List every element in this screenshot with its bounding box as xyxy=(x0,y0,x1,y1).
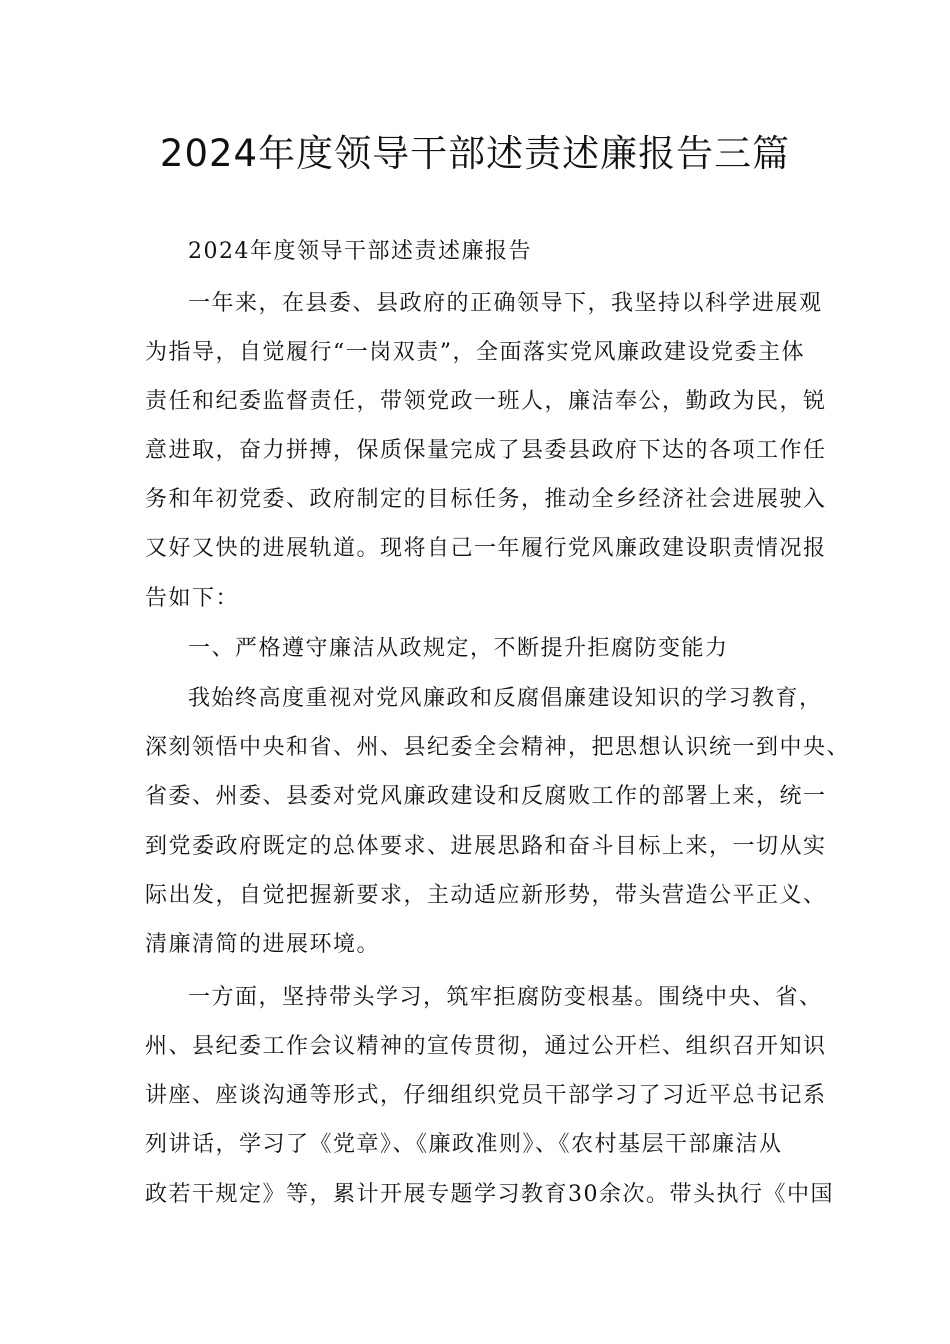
paragraph-line: 省委、州委、县委对党风廉政建设和反腐败工作的部署上来，统一 xyxy=(145,784,827,809)
subtitle-line: 2024年度领导干部述责述廉报告 xyxy=(188,239,532,264)
document-title: 2024年度领导干部述责述廉报告三篇 xyxy=(159,132,791,175)
paragraph-line: 又好又快的进展轨道。现将自己一年履行党风廉政建设职责情况报 xyxy=(145,536,827,561)
paragraph-line: 意进取，奋力拼搏，保质保量完成了县委县政府下达的各项工作任 xyxy=(145,438,827,463)
paragraph-line: 责任和纪委监督责任，带领党政一班人，廉洁奉公，勤政为民，锐 xyxy=(145,389,827,414)
paragraph-line: 一方面，坚持带头学习，筑牢拒腐防变根基。围绕中央、省、 xyxy=(188,985,823,1010)
paragraph-line: 到党委政府既定的总体要求、进展思路和奋斗目标上来，一切从实 xyxy=(145,834,827,859)
paragraph-line: 一年来，在县委、县政府的正确领导下，我坚持以科学进展观 xyxy=(188,291,823,316)
paragraph-line: 告如下： xyxy=(145,586,240,611)
section-heading: 一、严格遵守廉洁从政规定，不断提升拒腐防变能力 xyxy=(188,636,729,661)
paragraph-line: 州、县纪委工作会议精神的宣传贯彻，通过公开栏、组织召开知识 xyxy=(145,1034,827,1059)
paragraph-line: 讲座、座谈沟通等形式，仔细组织党员干部学习了习近平总书记系 xyxy=(145,1083,827,1108)
paragraph-line: 清廉清简的进展环境。 xyxy=(145,932,381,957)
paragraph-line: 务和年初党委、政府制定的目标任务，推动全乡经济社会进展驶入 xyxy=(145,487,827,512)
paragraph-line: 我始终高度重视对党风廉政和反腐倡廉建设知识的学习教育， xyxy=(188,686,823,711)
paragraph-line: 际出发，自觉把握新要求，主动适应新形势，带头营造公平正义、 xyxy=(145,883,827,908)
paragraph-line: 政若干规定》等，累计开展专题学习教育30余次。带头执行《中国 xyxy=(145,1182,834,1207)
paragraph-line: 列讲话，学习了《党章》、《廉政准则》、《农村基层干部廉洁从 xyxy=(145,1132,783,1157)
paragraph-line: 为指导，自觉履行“一岗双责”，全面落实党风廉政建设党委主体 xyxy=(145,340,805,365)
paragraph-line: 深刻领悟中央和省、州、县纪委全会精神，把思想认识统一到中央、 xyxy=(145,735,851,760)
